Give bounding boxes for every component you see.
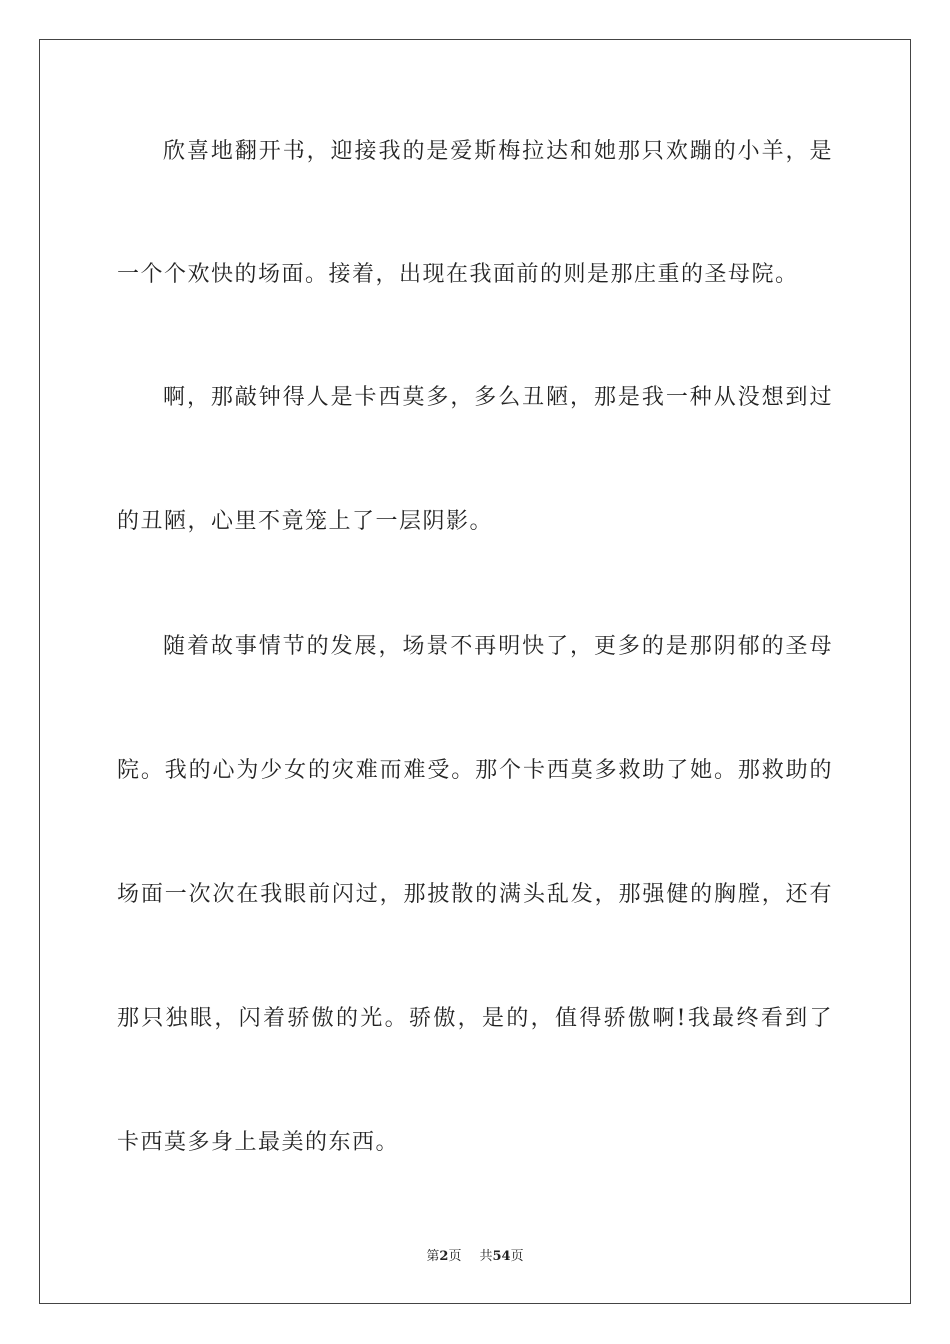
paragraph-3-line-3: 场面一次次在我眼前闪过，那披散的满头乱发，那强健的胸膛，还有 xyxy=(117,882,833,907)
page-frame xyxy=(39,39,911,1304)
paragraph-3-line-2: 院。我的心为少女的灾难而难受。那个卡西莫多救助了她。那救助的 xyxy=(117,758,833,783)
paragraph-3-line-4: 那只独眼，闪着骄傲的光。骄傲，是的，值得骄傲啊!我最终看到了 xyxy=(117,1006,833,1031)
page-footer xyxy=(0,1248,950,1266)
total-prefix: 共 xyxy=(479,1249,493,1264)
paragraph-2-line-1: 啊，那敲钟得人是卡西莫多，多么丑陋，那是我一种从没想到过 xyxy=(163,385,833,410)
total-pages: 54 xyxy=(492,1249,511,1264)
paragraph-3-line-1: 随着故事情节的发展，场景不再明快了，更多的是那阴郁的圣母 xyxy=(163,634,833,659)
total-suffix: 页 xyxy=(510,1249,524,1264)
paragraph-1-line-2: 一个个欢快的场面。接着，出现在我面前的则是那庄重的圣母院。 xyxy=(117,262,799,287)
paragraph-2-line-2: 的丑陋，心里不竟笼上了一层阴影。 xyxy=(117,509,494,534)
page-prefix: 第 xyxy=(426,1249,440,1264)
paragraph-1-line-1: 欣喜地翻开书，迎接我的是爱斯梅拉达和她那只欢蹦的小羊，是 xyxy=(163,139,833,164)
page-number: 2 xyxy=(439,1249,449,1264)
paragraph-3-line-5: 卡西莫多身上最美的东西。 xyxy=(117,1130,400,1155)
page-suffix: 页 xyxy=(448,1249,462,1264)
